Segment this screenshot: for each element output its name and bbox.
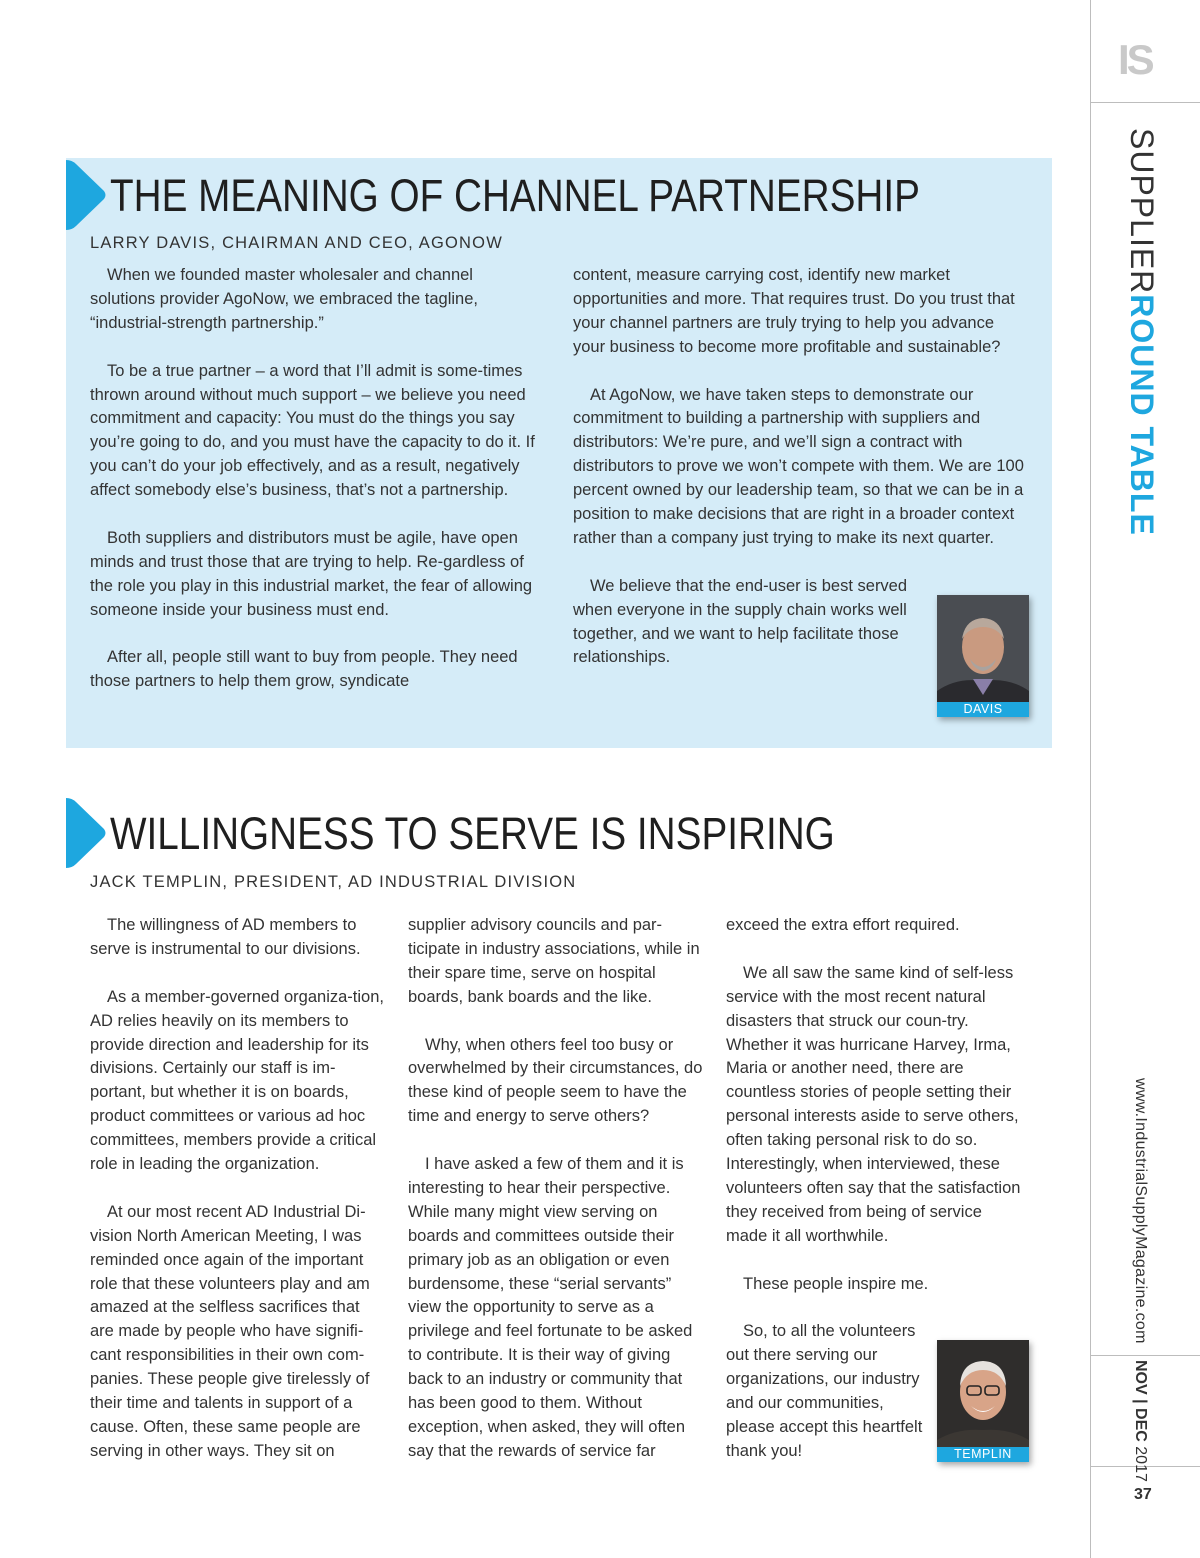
article2-column-1 [90, 914, 386, 1464]
paragraph: content, measure carrying cost, identify new market opportunities and more. That requires trust. Do you trust that your channel partners are truly trying to help you advance your business to become more profitable and sustainable? [573, 266, 1015, 356]
portrait-image [937, 1340, 1029, 1462]
sidebar-rule-top [1090, 102, 1200, 103]
article2-title: WILLINGNESS TO SERVE IS INSPIRING [110, 808, 835, 859]
paragraph: I have asked a few of them and it is interesting to hear their perspective. While many might view serving on boards and committees outside their primary job as an obligation or even burdensome, these “serial servants” view the opportunity to serve as a privilege and feel fortunate to be asked to contribute. It is their way of giving back to an industry or community that has been good to them. Without exception, when asked, they will often say that the rewards of service far [408, 1155, 693, 1460]
chevron-right-icon [66, 160, 106, 230]
paragraph: After all, people still want to buy from people. They need those partners to help them grow, syndicate [90, 648, 518, 691]
portrait-image [937, 595, 1029, 717]
paragraph: When we founded master wholesaler and channel solutions provider AgoNow, we embraced the tagline, “industrial-strength partnership.” [90, 266, 478, 332]
sidebar-divider [1090, 0, 1091, 1558]
paragraph: So, to all the volunteers out there serving our organizations, our industry and our communities, please accept this heartfelt thank you! [726, 1322, 923, 1460]
article1-column-1 [90, 264, 540, 694]
section-title-light: SUPPLIER [1124, 128, 1160, 295]
section-title-bold: ROUND TABLE [1124, 294, 1160, 536]
section-title [1123, 128, 1160, 536]
article1-title: THE MEANING OF CHANNEL PARTNERSHIP [110, 170, 920, 221]
article2-column-2 [408, 914, 706, 1464]
paragraph: Both suppliers and distributors must be agile, have open minds and trust those that are trying to help. Re-gardless of the role you play in this industrial market, the fear of allowing someone inside your business must end. [90, 528, 533, 619]
paragraph: We all saw the same kind of self-less service with the most recent natural disasters that struck our coun-try. Whether it was hurricane Harvey, Irma, Maria or another need, there are countless stories of people setting their personal interests aside to serve others, often taking personal risk to do so. Interestingly, when interviewed, these volunteers often say that the satisfaction they received from being of service made it all worthwhile. [726, 963, 1021, 1245]
issue-month: NOV | DEC [1132, 1360, 1149, 1442]
paragraph: The willingness of AD members to serve is instrumental to our divisions. [90, 916, 361, 958]
paragraph: These people inspire me. [743, 1274, 929, 1293]
issue-year: 2017 [1132, 1446, 1149, 1482]
paragraph: At our most recent AD Industrial Di-vision North American Meeting, I was reminded once again of the important role that these volunteers play and am amazed at the selfless sacrifices that are made by people who have signifi-cant responsibilities in their own com-panies. These people give tirelessly of their time and talents in support of a cause. Often, these same people are serving in other ways. They sit on [90, 1202, 370, 1460]
paragraph: To be a true partner – a word that I’ll admit is some-times thrown around without much support – we believe you need commitment and capacity: You must do the things you say you’re going to do, and you must have the capacity to do it. If you can’t do your job effectively, and as a result, negatively affect somebody else’s business, that’s not a partnership. [90, 361, 535, 500]
photo-caption: DAVIS [937, 702, 1029, 717]
sidebar-rule-url [1090, 1355, 1200, 1356]
paragraph: supplier advisory councils and par-ticipate in industry associations, while in their spare time, serve on hospital boards, bank boards and the like. [408, 916, 700, 1006]
templin-photo [937, 1340, 1029, 1462]
paragraph: As a member-governed organiza-tion, AD relies heavily on its members to provide direction and leadership for its divisions. Certainly our staff is im-portant, but whether it is on boards, product committees or various ad hoc committees, members provide a critical role in leading the organization. [90, 987, 384, 1174]
magazine-logo: IS [1118, 36, 1152, 83]
chevron-right-icon [66, 798, 106, 868]
magazine-url[interactable]: www.IndustrialSupplyMagazine.com [1132, 1078, 1149, 1344]
article2-byline: JACK TEMPLIN, PRESIDENT, AD INDUSTRIAL DIVISION [90, 873, 577, 891]
issue-date [1131, 1360, 1149, 1482]
page-number: 37 [1134, 1486, 1152, 1503]
paragraph: At AgoNow, we have taken steps to demonstrate our commitment to building a partnership with suppliers and distributors: We’re pure, and we’ll sign a contract with distributors to prove we won’t compete with them. We are 100 percent owned by our leadership team, so that we can be in a position to make decisions that are right in a broader context rather than a company just trying to make its next quarter. [573, 385, 1024, 547]
paragraph: Why, when others feel too busy or overwhelmed by their circumstances, do these kind of people seem to have the time and energy to serve others? [408, 1035, 703, 1126]
paragraph: We believe that the end-user is best served when everyone in the supply chain works well together, and we want to help facilitate those relationships. [573, 576, 908, 667]
photo-caption: TEMPLIN [937, 1447, 1029, 1462]
paragraph: exceed the extra effort required. [726, 916, 960, 934]
davis-photo [937, 595, 1029, 717]
article1-byline: LARRY DAVIS, CHAIRMAN AND CEO, AGONOW [90, 234, 503, 252]
